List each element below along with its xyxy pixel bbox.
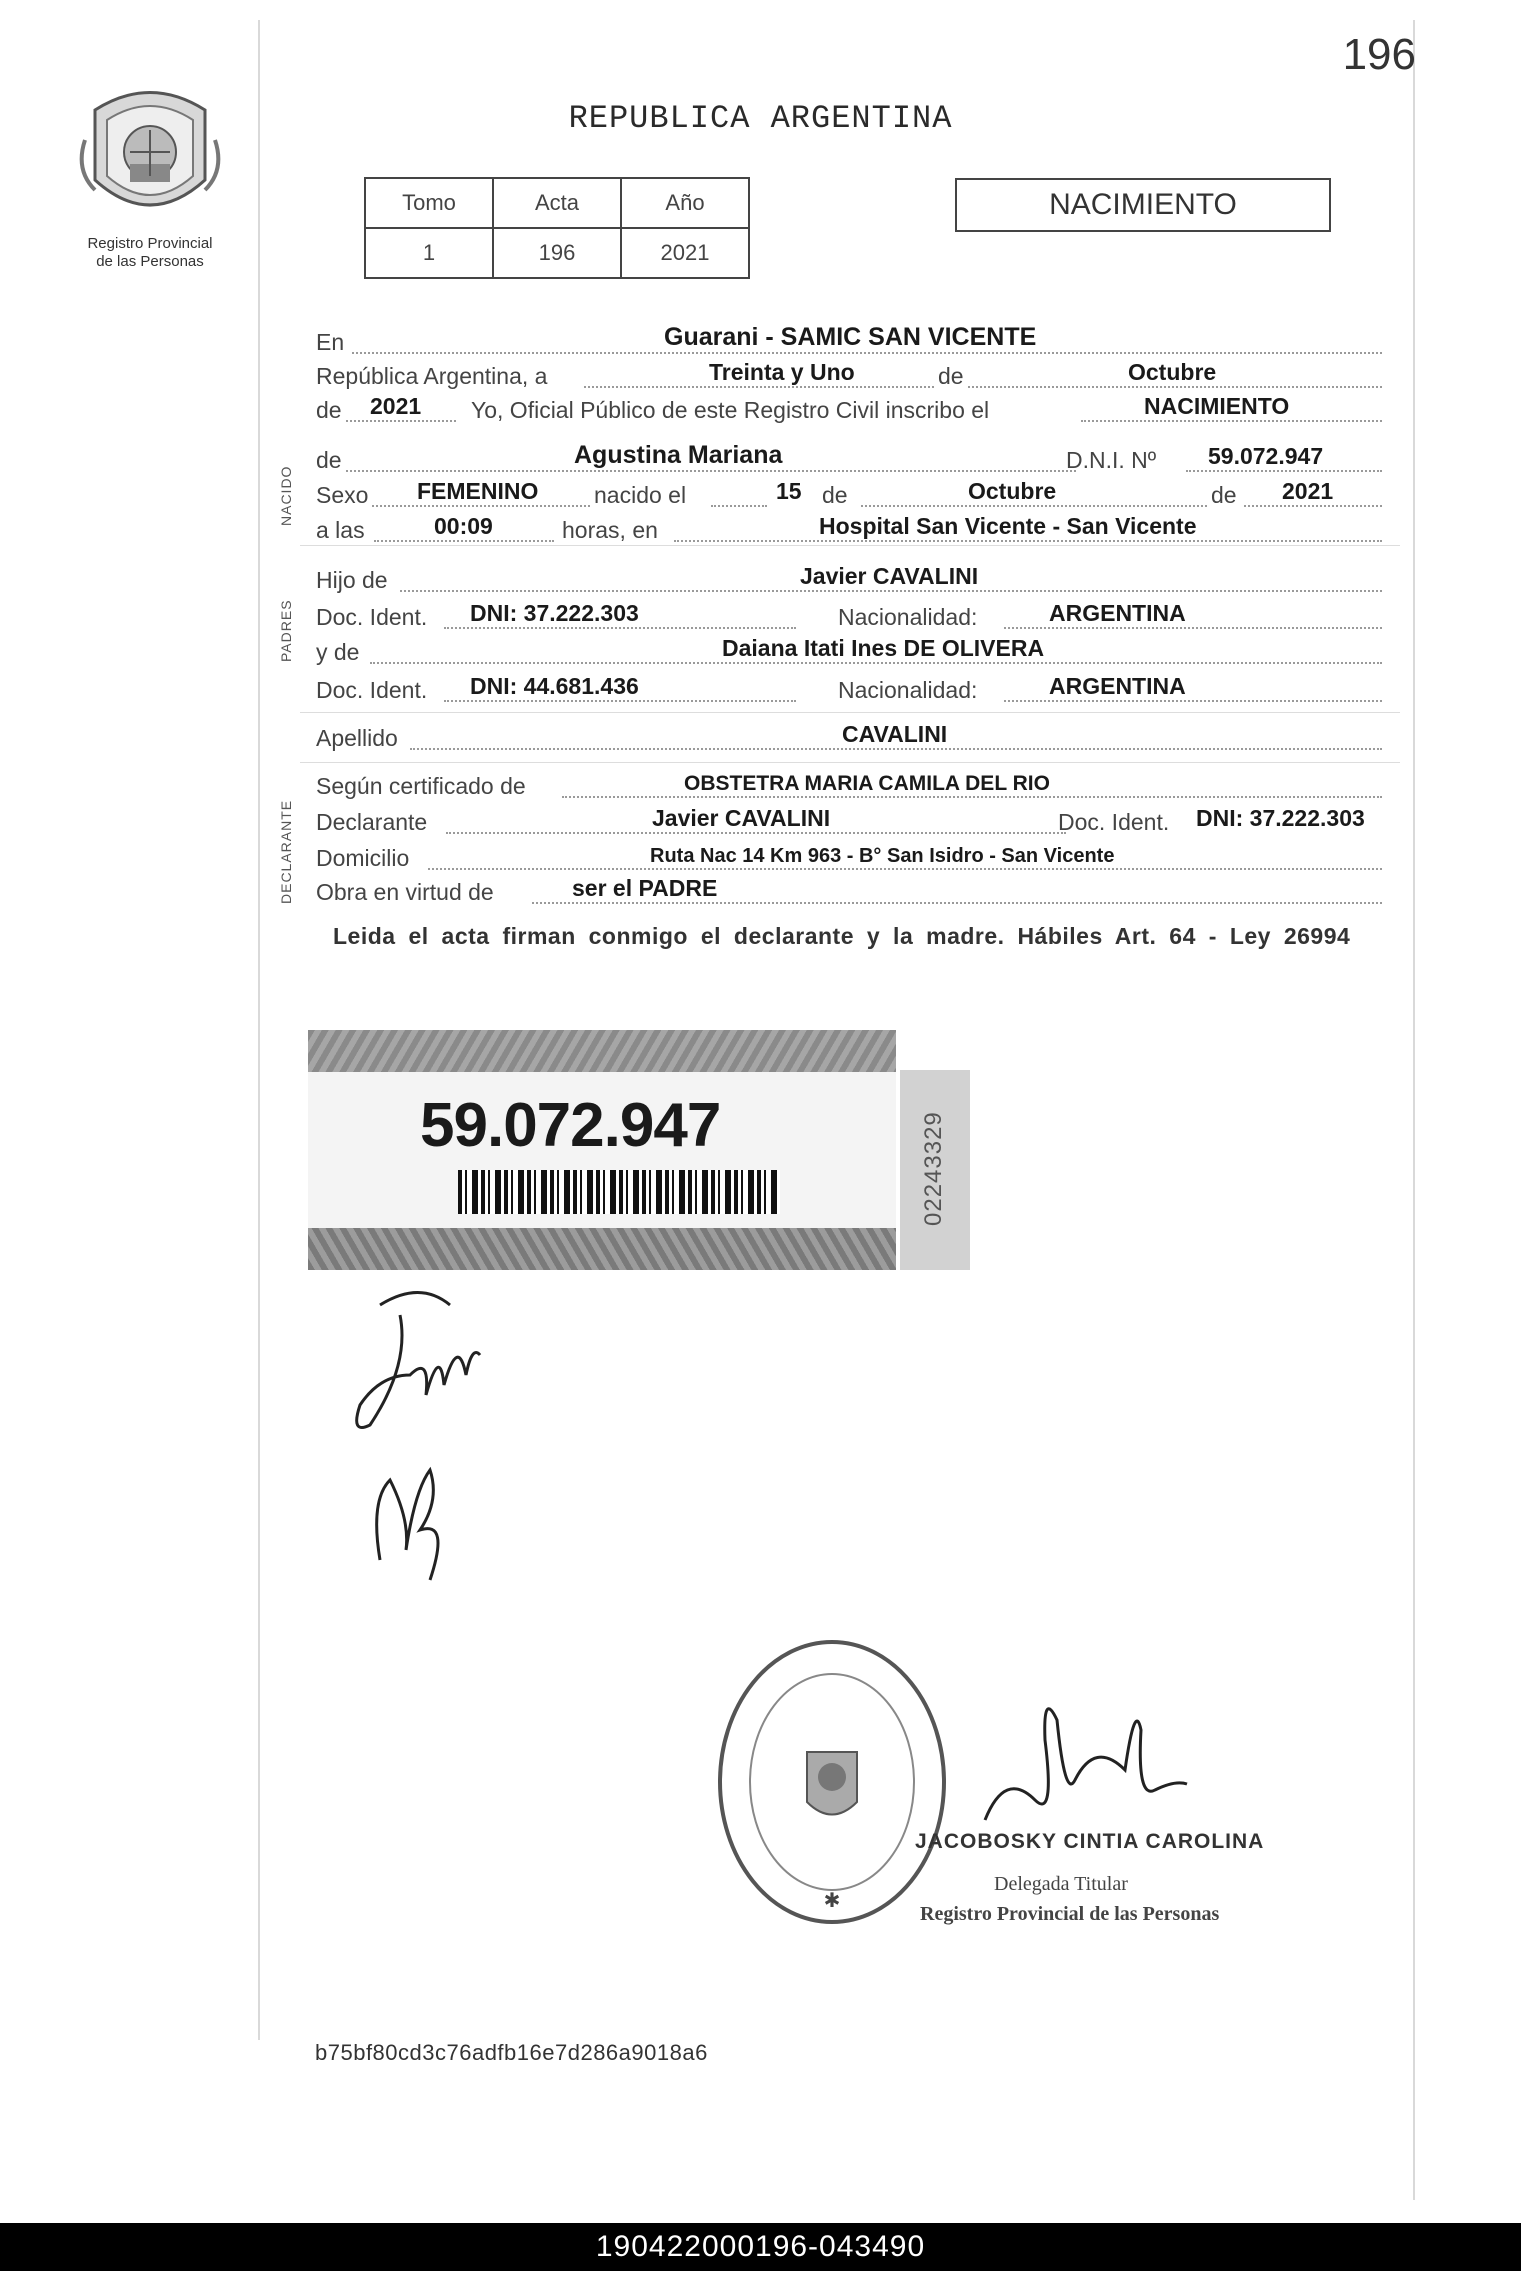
dotted-rule (1186, 470, 1382, 472)
line-en (316, 322, 1388, 360)
birth-month-value: Octubre (968, 478, 1057, 504)
dotted-rule (444, 627, 796, 629)
dotted-rule (1081, 420, 1382, 422)
apellido-value: CAVALINI (842, 721, 948, 747)
dotted-rule (584, 386, 1382, 388)
left-margin-line (258, 20, 260, 2040)
father-name-value: Javier CAVALINI (800, 563, 979, 589)
father-nat-value: ARGENTINA (1049, 600, 1186, 626)
nacido-name-value: Agustina Mariana (574, 441, 783, 469)
dni-value: 59.072.947 (1208, 443, 1324, 469)
y-de-label: y de (316, 639, 360, 665)
line-certificado (316, 766, 1388, 804)
line-domicilio (316, 838, 1388, 876)
section-divider (300, 762, 1400, 763)
de2-label: de (316, 397, 342, 423)
month-value: Octubre (1128, 359, 1217, 385)
line-apellido (316, 718, 1388, 756)
official-signature (965, 1680, 1195, 1830)
line-father-doc (316, 597, 1388, 635)
line-hijo-de (316, 560, 1388, 598)
dotted-rule (346, 470, 1076, 472)
line-republica (316, 356, 1388, 394)
day-value: Treinta y Uno (709, 359, 855, 385)
line-mother-doc (316, 670, 1388, 708)
dotted-rule (1004, 627, 1382, 629)
dotted-rule (446, 832, 1066, 834)
act-type-box: NACIMIENTO (955, 178, 1331, 232)
nacido-de-label: de (316, 447, 342, 473)
svg-text:✱: ✱ (823, 1890, 841, 1912)
apellido-label: Apellido (316, 725, 398, 751)
birth-day-value: 15 (776, 478, 802, 504)
line-obra (316, 872, 1388, 910)
en-label: En (316, 329, 345, 355)
declarante-value: Javier CAVALINI (652, 805, 831, 831)
cert-value: OBSTETRA MARIA CAMILA DEL RIO (684, 772, 1050, 795)
birth-year-value: 2021 (1282, 478, 1334, 504)
dni-sticker (308, 1030, 947, 1270)
official-name: JACOBOSKY CINTIA CAROLINA (915, 1830, 1265, 1853)
father-doc-value: DNI: 37.222.303 (470, 600, 639, 626)
hijo-de-label: Hijo de (316, 567, 388, 593)
declarante-doc-value: DNI: 37.222.303 (1196, 805, 1365, 831)
sticker-serial: 02243329 (920, 1111, 947, 1226)
declarant-signature (340, 1285, 510, 1445)
sexo-label: Sexo (316, 482, 369, 508)
section-label-declarante: DECLARANTE (278, 799, 294, 904)
mother-name-value: Daiana Itati Ines DE OLIVERA (722, 635, 1045, 661)
dotted-rule (410, 748, 1382, 750)
sticker-top-band (308, 1030, 896, 1072)
closing-note: Leida el acta firman conmigo el declarante y la madre. Hábiles Art. 64 - Ley 26994 (333, 923, 1351, 949)
crest-label-line2: de las Personas (96, 253, 204, 270)
cert-label: Según certificado de (316, 773, 526, 799)
line-nacido-hora (316, 510, 1388, 548)
sexo-value: FEMENINO (417, 478, 539, 504)
horas-label: horas, en (562, 517, 658, 543)
father-nat-label: Nacionalidad: (838, 604, 978, 630)
value-anio: 2021 (621, 228, 749, 278)
year-value: 2021 (370, 393, 422, 419)
obra-label: Obra en virtud de (316, 879, 494, 905)
header-anio: Año (621, 178, 749, 228)
dotted-rule (370, 662, 1382, 664)
dotted-rule (674, 540, 1382, 542)
dotted-rule (372, 505, 590, 507)
crest-label-line1: Registro Provincial (87, 235, 213, 252)
de-label: de (938, 363, 964, 389)
dni-label: D.N.I. Nº (1066, 447, 1157, 473)
dotted-rule (400, 590, 1382, 592)
official-role: Delegada Titular (994, 1873, 1128, 1895)
document-title: REPUBLICA ARGENTINA (568, 100, 953, 137)
father-doc-label: Doc. Ident. (316, 604, 428, 630)
right-margin-line (1413, 20, 1415, 2200)
birth-de2-label: de (1211, 482, 1237, 508)
dotted-rule (444, 700, 796, 702)
line-declarante (316, 802, 1388, 840)
dotted-rule (428, 868, 1382, 870)
section-divider (300, 545, 1400, 546)
dotted-rule (532, 902, 1382, 904)
dotted-rule (711, 505, 767, 507)
document-hash: b75bf80cd3c76adfb16e7d286a9018a6 (315, 2040, 708, 2065)
dotted-rule (346, 420, 456, 422)
official-org: Registro Provincial de las Personas (920, 1903, 1220, 1925)
dotted-rule (562, 796, 1382, 798)
footer-code: 190422000196-043490 (0, 2223, 1521, 2271)
line-inscribe (316, 390, 1388, 428)
mother-nat-label: Nacionalidad: (838, 677, 978, 703)
dotted-rule (861, 505, 1239, 507)
mother-doc-label: Doc. Ident. (316, 677, 428, 703)
domicilio-value: Ruta Nac 14 Km 963 - B° San Isidro - San Vicente (650, 845, 1115, 867)
barcode-icon (458, 1170, 780, 1214)
sticker-dni-number: 59.072.947 (420, 1091, 721, 1160)
line-nacido-name (316, 440, 1388, 478)
obra-value: ser el PADRE (572, 875, 718, 901)
mother-doc-value: DNI: 44.681.436 (470, 673, 639, 699)
page-number: 196 (1342, 30, 1416, 79)
dotted-rule (1244, 505, 1382, 507)
line-nacido-sexo (316, 475, 1388, 513)
section-label-padres: PADRES (278, 599, 294, 662)
header-tomo: Tomo (365, 178, 493, 228)
dotted-rule (374, 540, 554, 542)
register-table (364, 177, 750, 279)
a-las-label: a las (316, 517, 365, 543)
sticker-bottom-band (308, 1228, 896, 1270)
section-label-nacido: NACIDO (278, 465, 294, 526)
en-value: Guarani - SAMIC SAN VICENTE (664, 323, 1037, 351)
birth-place-value: Hospital San Vicente - San Vicente (819, 513, 1197, 539)
mother-signature (360, 1450, 480, 1590)
value-acta: 196 (493, 228, 621, 278)
header-acta: Acta (493, 178, 621, 228)
birth-de-label: de (822, 482, 848, 508)
section-divider (300, 712, 1400, 713)
dotted-rule (1004, 700, 1382, 702)
value-tomo: 1 (365, 228, 493, 278)
domicilio-label: Domicilio (316, 845, 410, 871)
dotted-rule (352, 352, 1382, 354)
declarante-label: Declarante (316, 809, 428, 835)
inscribe-text: Yo, Oficial Público de este Registro Civil inscribo el (471, 397, 990, 423)
time-value: 00:09 (434, 513, 493, 539)
mother-nat-value: ARGENTINA (1049, 673, 1186, 699)
official-seal (712, 1632, 952, 1932)
republica-label: República Argentina, a (316, 363, 548, 389)
declarante-doc-label: Doc. Ident. (1058, 809, 1170, 835)
line-y-de (316, 632, 1388, 670)
inscribe-value: NACIMIENTO (1144, 393, 1290, 419)
nacido-el-label: nacido el (594, 482, 687, 508)
